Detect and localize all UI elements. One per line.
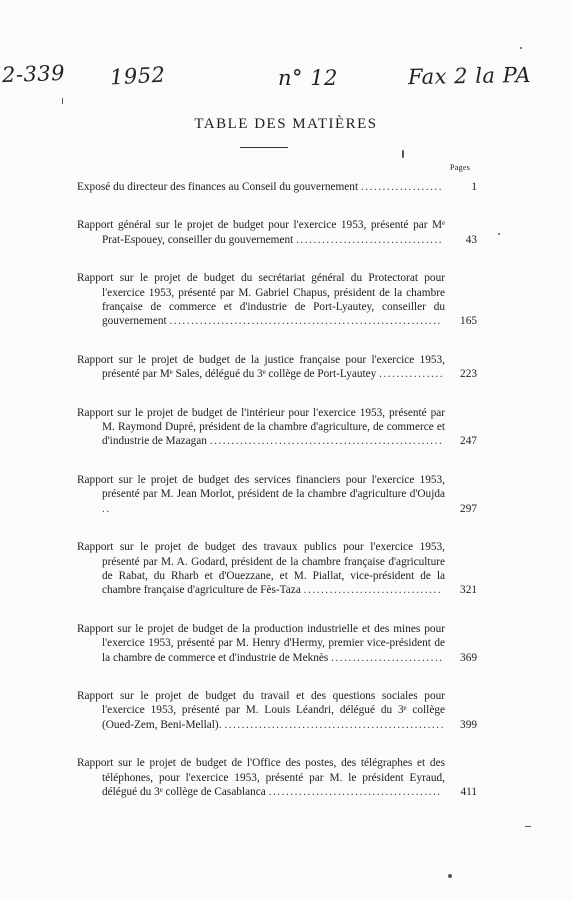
scan-speck — [525, 826, 531, 827]
title-rule — [240, 147, 288, 148]
dot-leader: ...................................................... — [209, 435, 444, 448]
toc-entry-text: Rapport sur le projet de budget du travail et des questions sociales pour l'exercice 1953, présenté par M. Louis Léandri, délégué du 3ᵉ collège (Oued-Zem, Beni-Mellal). — [77, 689, 445, 731]
dot-leader: .......................... — [331, 651, 444, 664]
dot-leader: .................................. — [296, 233, 444, 246]
table-of-contents — [77, 180, 477, 823]
scan-speck — [448, 874, 452, 878]
toc-entry — [77, 622, 477, 665]
handwritten-year: 1952 — [109, 62, 167, 90]
handwritten-number: n° 12 — [278, 66, 338, 90]
toc-entry — [77, 218, 477, 247]
toc-entry — [77, 406, 477, 449]
toc-entry — [77, 473, 477, 516]
dot-leader: ................... — [360, 181, 444, 193]
toc-entry — [77, 756, 477, 799]
handwritten-note: Fax 2 la PA — [407, 62, 532, 90]
dot-leader: ................................ — [303, 584, 443, 597]
toc-entry-text: Rapport sur le projet de budget du secrétariat général du Protectorat pour l'exercice 1953, présenté par M. Gabriel Chapus, président de la chambre française de commerce et d'industrie de Port-Lyautey, conseiller du gouvernement — [77, 272, 445, 328]
scan-speck — [62, 98, 63, 104]
dot-leader: ............................................................... — [169, 315, 442, 328]
toc-entry — [77, 271, 477, 329]
toc-page-number: 369 — [460, 651, 477, 664]
toc-page-number: 247 — [460, 435, 477, 448]
toc-entry-text: Rapport sur le projet de budget de l'Office des postes, des télégraphes et des téléphones, pour l'exercice 1953, présenté par M. le président Eyraud, délégué du 3ᵉ collège de Casablanca — [77, 757, 445, 798]
page-title: TABLE DES MATIÈRES — [194, 116, 378, 132]
dot-leader: ........................................ — [268, 785, 442, 798]
toc-entry-text: Rapport sur le projet de budget de la production industrielle et des mines pour l'exercice 1953, présenté par M. Henry d'Hermy, premier vice-président de la chambre de commerce et d'industrie de Meknès — [77, 622, 445, 664]
toc-entry — [77, 353, 477, 382]
toc-page-number: 411 — [460, 785, 477, 798]
handwritten-ref: 2-339 — [1, 60, 66, 88]
toc-entry-text: Rapport sur le projet de budget de l'intérieur pour l'exercice 1953, présenté par M. Raymond Dupré, président de la chambre d'agriculture, de commerce et d'industrie de Mazagan — [77, 406, 445, 448]
dot-leader: .. — [102, 502, 111, 515]
pages-column-header: Pages — [450, 163, 471, 172]
toc-entry-text: Rapport général sur le projet de budget pour l'exercice 1953, présenté par Mᵉ Prat-Espouey, conseiller du gouvernement — [77, 219, 445, 246]
scan-speck — [402, 150, 404, 158]
toc-page-number: 165 — [460, 315, 477, 328]
dot-leader: ............... — [379, 368, 445, 381]
toc-page-number: 1 — [471, 181, 477, 193]
scan-speck — [498, 233, 500, 235]
toc-page-number: 43 — [465, 233, 477, 246]
toc-entry-text: Rapport sur le projet de budget des travaux publics pour l'exercice 1953, présenté par M. A. Godard, président de la chambre française d'agriculture de Rabat, du Rharb et d'Ouezzane, et M. Piallat, vice-président de la chambre française d'agriculture de Fès-Taza — [77, 541, 445, 597]
toc-page-number: 223 — [460, 368, 477, 381]
dot-leader: ................................................... — [224, 718, 445, 731]
toc-page-number: 297 — [460, 502, 477, 515]
toc-entry-text: Rapport sur le projet de budget des services financiers pour l'exercice 1953, présenté par M. Jean Morlot, président de la chambre d'agriculture d'Oujda — [77, 473, 445, 501]
toc-entry-text: Rapport sur le projet de budget de la justice française pour l'exercice 1953, présenté par Mᵉ Sales, délégué du 3ᵉ collège de Port-Lyautey — [77, 353, 445, 381]
toc-page-number: 321 — [460, 584, 477, 597]
toc-page-number: 399 — [460, 718, 477, 731]
toc-entry — [77, 180, 477, 194]
toc-entry-text: Exposé du directeur des finances au Conseil du gouvernement — [77, 181, 359, 193]
scan-speck — [520, 47, 522, 49]
toc-entry — [77, 540, 477, 598]
toc-entry — [77, 689, 477, 732]
